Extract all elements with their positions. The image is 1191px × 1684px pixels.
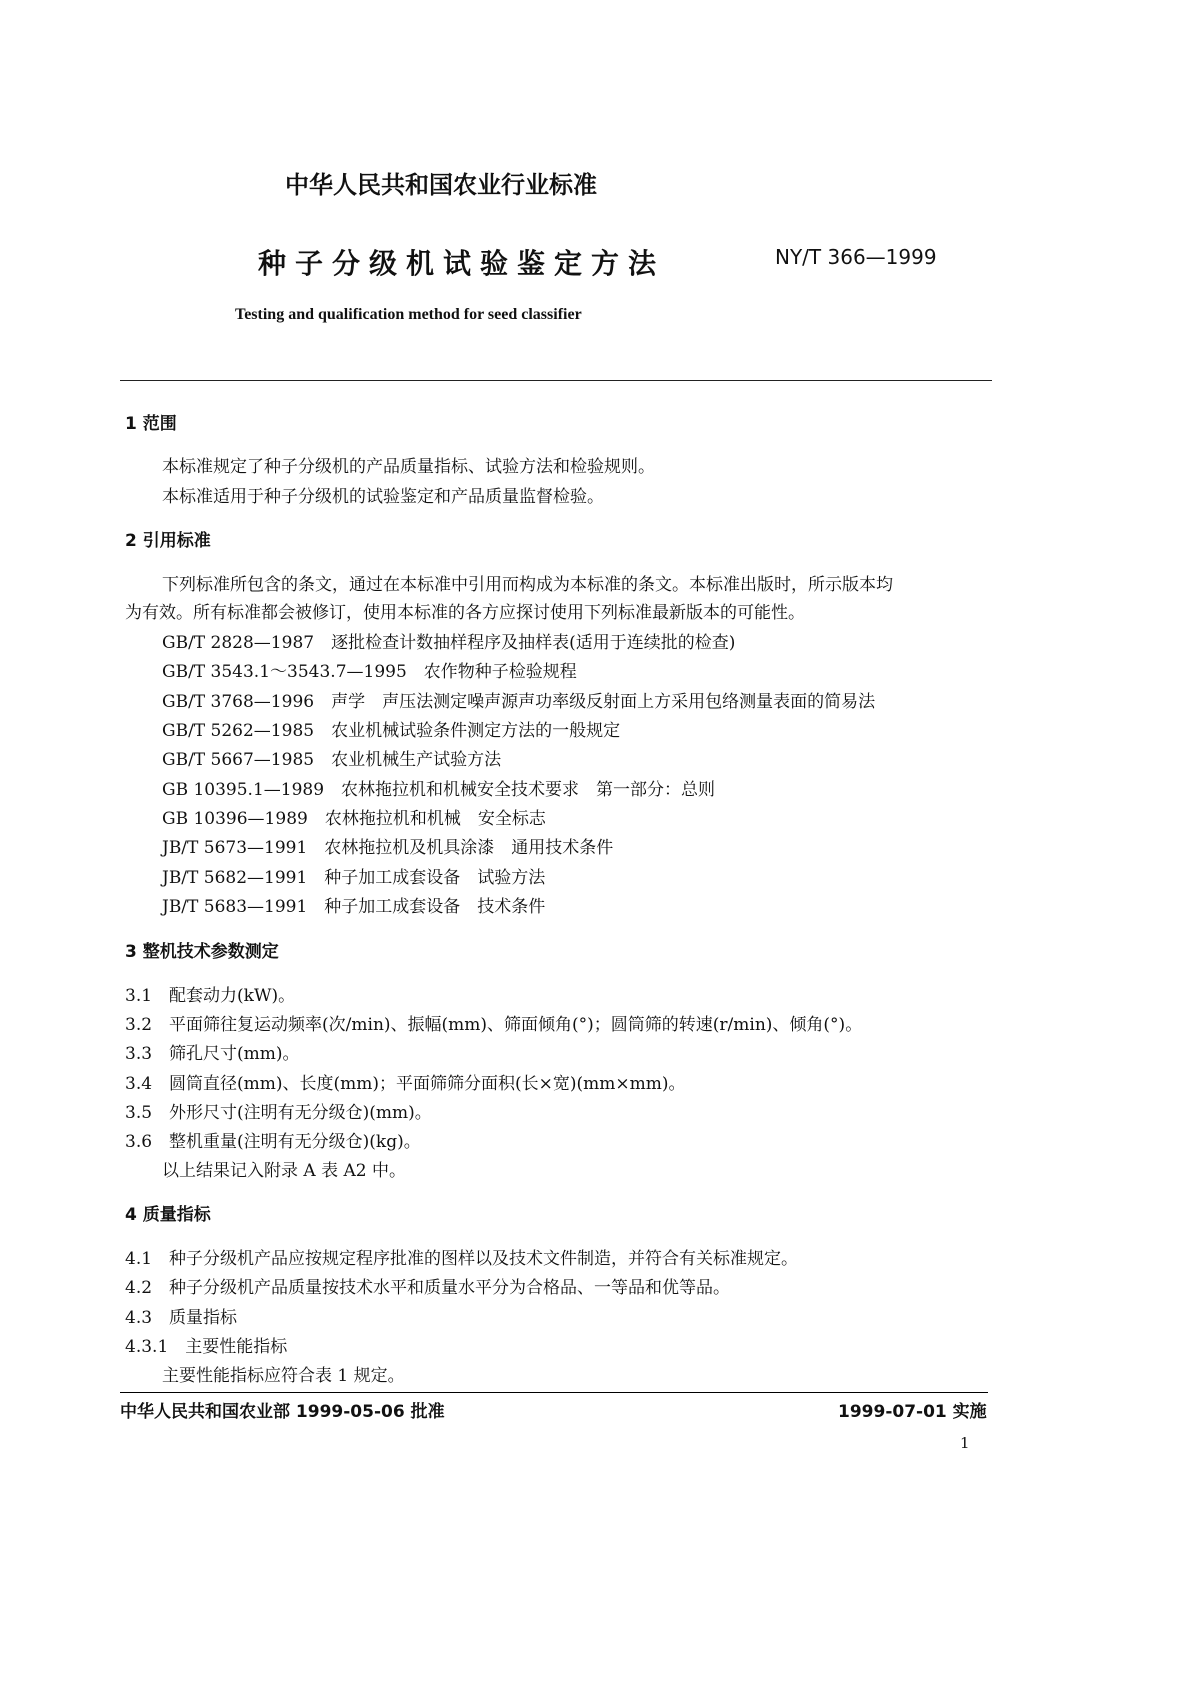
reference-item: GB/T 3768—1996 声学 声压法测定噪声源声功率级反射面上方采用包络测量表面的简易法	[162, 692, 876, 712]
reference-item: GB/T 5262—1985 农业机械试验条件测定方法的一般规定	[162, 721, 621, 741]
clause: 3.4 圆筒直径(mm)、长度(mm)；平面筛筛分面积(长×宽)(mm×mm)。	[125, 1074, 686, 1094]
section-4-heading: 4 质量指标	[125, 1205, 211, 1225]
reference-item: GB/T 2828—1987 逐批检查计数抽样程序及抽样表(适用于连续批的检查)	[162, 633, 736, 653]
effective-date: 1999-07-01 实施	[838, 1402, 987, 1422]
reference-item: GB/T 3543.1～3543.7—1995 农作物种子检验规程	[162, 662, 577, 682]
header-rule	[120, 380, 992, 381]
document-title: 种子分级机试验鉴定方法	[258, 247, 666, 280]
note: 主要性能指标应符合表 1 规定。	[162, 1366, 405, 1386]
page-number: 1	[960, 1434, 970, 1452]
section-1-heading: 1 范围	[125, 414, 177, 434]
reference-item: GB/T 5667—1985 农业机械生产试验方法	[162, 750, 502, 770]
issuer: 中华人民共和国农业行业标准	[285, 171, 597, 199]
reference-item: JB/T 5673—1991 农林拖拉机及机具涂漆 通用技术条件	[162, 838, 614, 858]
clause: 3.1 配套动力(kW)。	[125, 986, 296, 1006]
reference-item: GB 10396—1989 农林拖拉机和机械 安全标志	[162, 809, 546, 829]
paragraph: 本标准适用于种子分级机的试验鉴定和产品质量监督检验。	[162, 487, 604, 507]
section-3-heading: 3 整机技术参数测定	[125, 942, 279, 962]
clause: 4.2 种子分级机产品质量按技术水平和质量水平分为合格品、一等品和优等品。	[125, 1278, 731, 1298]
paragraph: 下列标准所包含的条文，通过在本标准中引用而构成为本标准的条文。本标准出版时，所示版本均	[162, 575, 893, 595]
clause: 3.3 筛孔尺寸(mm)。	[125, 1044, 300, 1064]
clause: 3.2 平面筛往复运动频率(次/min)、振幅(mm)、筛面倾角(°)；圆筒筛的转速(r/min)、倾角(°)。	[125, 1015, 863, 1035]
clause: 3.5 外形尺寸(注明有无分级仓)(mm)。	[125, 1103, 432, 1123]
paragraph: 为有效。所有标准都会被修订，使用本标准的各方应探讨使用下列标准最新版本的可能性。	[125, 603, 805, 623]
section-2-heading: 2 引用标准	[125, 531, 211, 551]
standard-code: NY/T 366—1999	[775, 245, 937, 269]
note: 以上结果记入附录 A 表 A2 中。	[162, 1161, 406, 1181]
reference-item: GB 10395.1—1989 农林拖拉机和机械安全技术要求 第一部分：总则	[162, 780, 716, 800]
approval-line: 中华人民共和国农业部 1999-05-06 批准	[120, 1402, 445, 1422]
reference-item: JB/T 5682—1991 种子加工成套设备 试验方法	[162, 868, 546, 888]
paragraph: 本标准规定了种子分级机的产品质量指标、试验方法和检验规则。	[162, 457, 655, 477]
clause: 3.6 整机重量(注明有无分级仓)(kg)。	[125, 1132, 421, 1152]
english-title: Testing and qualification method for seed classifier	[235, 306, 582, 323]
clause: 4.3 质量指标	[125, 1308, 238, 1328]
clause: 4.1 种子分级机产品应按规定程序批准的图样以及技术文件制造，并符合有关标准规定。	[125, 1249, 799, 1269]
reference-item: JB/T 5683—1991 种子加工成套设备 技术条件	[162, 897, 546, 917]
clause: 4.3.1 主要性能指标	[125, 1337, 288, 1357]
footer-rule	[120, 1392, 988, 1393]
